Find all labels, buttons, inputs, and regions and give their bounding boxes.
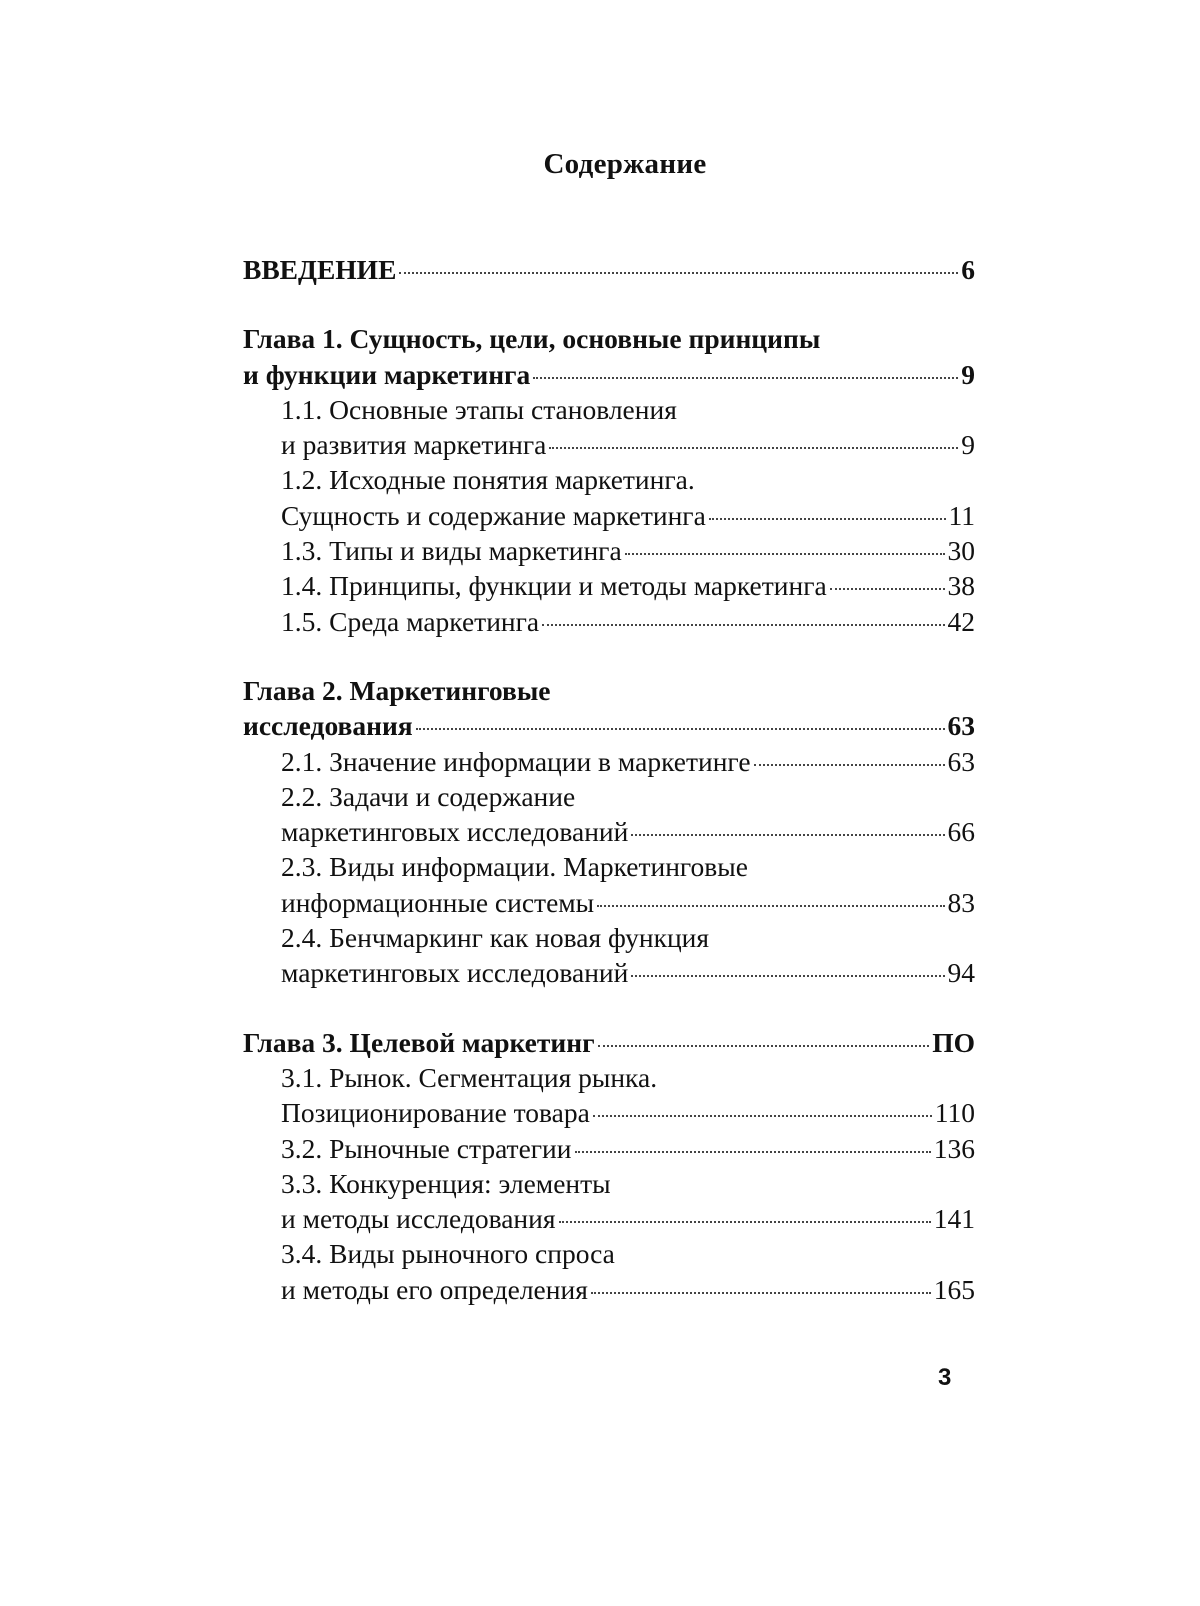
- toc-entry-text: Глава 3. Целевой маркетинг: [243, 1026, 595, 1058]
- dot-leader: [416, 728, 945, 730]
- page-title: Содержание: [543, 148, 707, 180]
- toc-page-number: 141: [933, 1203, 975, 1235]
- toc-section-1-5[interactable]: [243, 604, 975, 639]
- toc-page-number: 83: [947, 886, 975, 918]
- toc-entry-text: Сущность и содержание маркетинга: [281, 499, 706, 531]
- toc-entry-text: информационные системы: [281, 886, 595, 918]
- toc-section-1-4[interactable]: [243, 568, 975, 603]
- dot-leader: [542, 624, 944, 626]
- toc-entry-text: и функции маркетинга: [243, 358, 531, 390]
- dot-leader: [625, 553, 945, 555]
- toc-chapter-2-title[interactable]: Глава 2. Маркетинговые: [243, 674, 551, 706]
- toc-section-2-3-title[interactable]: 2.3. Виды информации. Маркетинговые: [281, 851, 748, 883]
- toc-chapter-2[interactable]: [243, 708, 975, 743]
- toc-section-3-3[interactable]: [243, 1201, 975, 1236]
- dot-leader: [598, 1045, 930, 1047]
- toc-section-2-4-title[interactable]: 2.4. Бенчмаркинг как новая функция: [281, 922, 710, 954]
- toc-page-number: 9: [961, 358, 975, 390]
- toc-entry-text: и развития маркетинга: [281, 429, 547, 461]
- dot-leader: [549, 447, 958, 449]
- toc-section-3-2[interactable]: [243, 1131, 975, 1166]
- toc-section-1-2-title[interactable]: 1.2. Исходные понятия маркетинга.: [281, 464, 695, 496]
- toc-section-2-3[interactable]: [243, 885, 975, 920]
- toc-section-2-4[interactable]: [243, 955, 975, 990]
- toc-entry-text: и методы исследования: [281, 1203, 556, 1235]
- toc-page-number: ПО: [932, 1026, 975, 1058]
- toc-entry-introduction[interactable]: [243, 252, 975, 287]
- toc-entry-text: исследования: [243, 710, 413, 742]
- toc-chapter-3[interactable]: [243, 1025, 975, 1060]
- dot-leader: [709, 518, 946, 520]
- toc-section-2-2[interactable]: [243, 814, 975, 849]
- dot-leader: [631, 975, 944, 977]
- toc-section-2-1[interactable]: [243, 744, 975, 779]
- toc-section-3-4-title[interactable]: 3.4. Виды рыночного спроса: [281, 1238, 615, 1270]
- toc-page-number: 11: [948, 499, 975, 531]
- toc-section-1-2[interactable]: [243, 498, 975, 533]
- toc-page-number: 63: [947, 710, 975, 742]
- toc-entry-text: 1.4. Принципы, функции и методы маркетинга: [281, 570, 827, 602]
- toc-page-number: 136: [933, 1132, 975, 1164]
- toc-section-2-2-title[interactable]: 2.2. Задачи и содержание: [281, 780, 576, 812]
- toc-page-number: 42: [947, 605, 975, 637]
- toc-entry-text: ВВЕДЕНИЕ: [243, 254, 397, 285]
- toc-page-number: 6: [961, 254, 975, 285]
- dot-leader: [830, 588, 945, 590]
- toc-page-number: 30: [947, 535, 975, 567]
- toc-section-1-1[interactable]: [243, 427, 975, 462]
- toc-entry-text: 2.1. Значение информации в маркетинге: [281, 745, 751, 777]
- toc-section-3-4[interactable]: [243, 1272, 975, 1307]
- toc-page-number: 66: [947, 816, 975, 848]
- dot-leader: [533, 377, 958, 379]
- dot-leader: [575, 1151, 931, 1153]
- dot-leader: [399, 272, 958, 274]
- toc-entry-text: 1.3. Типы и виды маркетинга: [281, 535, 622, 567]
- dot-leader: [631, 834, 944, 836]
- toc-entry-text: 3.2. Рыночные стратегии: [281, 1132, 572, 1164]
- page-number: 3: [938, 1364, 952, 1391]
- toc-entry-text: 1.5. Среда маркетинга: [281, 605, 540, 637]
- toc-section-3-3-title[interactable]: 3.3. Конкуренция: элементы: [281, 1167, 611, 1199]
- toc-chapter-1[interactable]: [243, 357, 975, 392]
- toc-section-1-3[interactable]: [243, 533, 975, 568]
- dot-leader: [559, 1221, 931, 1223]
- toc-page-number: 94: [947, 957, 975, 989]
- toc-page-number: 9: [961, 429, 975, 461]
- dot-leader: [597, 905, 944, 907]
- toc-section-3-1-title[interactable]: 3.1. Рынок. Сегментация рынка.: [281, 1061, 658, 1093]
- toc-entry-text: Позиционирование товара: [281, 1097, 590, 1129]
- toc-page-number: 110: [934, 1097, 975, 1129]
- toc-page-number: 165: [933, 1273, 975, 1305]
- toc-entry-text: и методы его определения: [281, 1273, 588, 1305]
- toc-entry-text: маркетинговых исследований: [281, 957, 629, 989]
- table-of-contents: [243, 252, 975, 1307]
- toc-chapter-1-title[interactable]: Глава 1. Сущность, цели, основные принципы: [243, 323, 821, 355]
- dot-leader: [591, 1292, 931, 1294]
- toc-page-number: 38: [947, 570, 975, 602]
- dot-leader: [593, 1115, 932, 1117]
- toc-section-3-1[interactable]: [243, 1095, 975, 1130]
- toc-page-number: 63: [947, 745, 975, 777]
- dot-leader: [754, 764, 945, 766]
- toc-entry-text: маркетинговых исследований: [281, 816, 629, 848]
- toc-section-1-1-title[interactable]: 1.1. Основные этапы становления: [281, 393, 677, 425]
